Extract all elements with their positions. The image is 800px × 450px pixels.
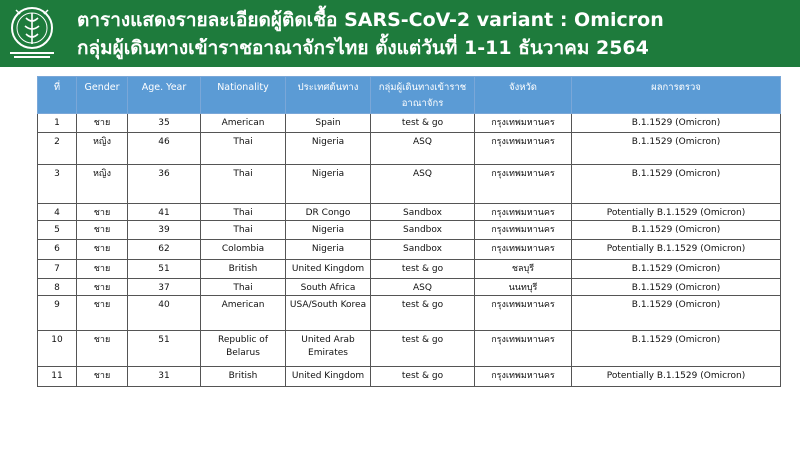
table-cell: ASQ xyxy=(371,165,475,204)
column-header: Age. Year xyxy=(128,77,201,114)
table-cell: B.1.1529 (Omicron) xyxy=(572,221,781,240)
table-cell: 3 xyxy=(38,165,77,204)
table-cell: กรุงเทพมหานคร xyxy=(475,221,572,240)
column-header: Nationality xyxy=(201,77,286,114)
table-cell: 62 xyxy=(128,240,201,260)
table-cell: กรุงเทพมหานคร xyxy=(475,240,572,260)
table-cell: กรุงเทพมหานคร xyxy=(475,114,572,133)
table-cell: Nigeria xyxy=(286,165,371,204)
table-cell: 37 xyxy=(128,279,201,296)
column-header: กลุ่มผู้เดินทางเข้าราชอาณาจักร xyxy=(371,77,475,114)
table-cell: ASQ xyxy=(371,133,475,165)
table-cell: กรุงเทพมหานคร xyxy=(475,367,572,387)
table-cell: ชาย xyxy=(77,240,128,260)
table-cell: 6 xyxy=(38,240,77,260)
table-cell: American xyxy=(201,296,286,331)
table-header-row xyxy=(38,77,781,114)
table-cell: 35 xyxy=(128,114,201,133)
table-cell: Potentially B.1.1529 (Omicron) xyxy=(572,204,781,221)
table-cell: Republic of Belarus xyxy=(201,331,286,367)
table-row xyxy=(38,367,781,387)
table-cell: 39 xyxy=(128,221,201,240)
page-title-line-1: ตารางแสดงรายละเอียดผู้ติดเชื้อ SARS-CoV-2 variant : Omicron xyxy=(77,9,664,31)
table-cell: 40 xyxy=(128,296,201,331)
table-cell: กรุงเทพมหานคร xyxy=(475,331,572,367)
ministry-of-public-health-logo-icon xyxy=(6,4,58,62)
table-row xyxy=(38,260,781,279)
table-row xyxy=(38,221,781,240)
table-cell: ชาย xyxy=(77,204,128,221)
table-cell: กรุงเทพมหานคร xyxy=(475,204,572,221)
table-cell: United Arab Emirates xyxy=(286,331,371,367)
table-cell: United Kingdom xyxy=(286,367,371,387)
table-cell: B.1.1529 (Omicron) xyxy=(572,279,781,296)
table-cell: 46 xyxy=(128,133,201,165)
table-cell: 2 xyxy=(38,133,77,165)
table-cell: British xyxy=(201,260,286,279)
table-cell: นนทบุรี xyxy=(475,279,572,296)
table-cell: B.1.1529 (Omicron) xyxy=(572,165,781,204)
table-cell: 31 xyxy=(128,367,201,387)
table-cell: American xyxy=(201,114,286,133)
table-cell: test & go xyxy=(371,296,475,331)
table-cell: United Kingdom xyxy=(286,260,371,279)
table-row xyxy=(38,133,781,165)
table-cell: South Africa xyxy=(286,279,371,296)
table-cell: Potentially B.1.1529 (Omicron) xyxy=(572,240,781,260)
table-cell: 8 xyxy=(38,279,77,296)
table-cell: Thai xyxy=(201,279,286,296)
table-cell: B.1.1529 (Omicron) xyxy=(572,331,781,367)
table-cell: 11 xyxy=(38,367,77,387)
table-cell: test & go xyxy=(371,331,475,367)
table-cell: 10 xyxy=(38,331,77,367)
table-cell: Thai xyxy=(201,133,286,165)
table-cell: Nigeria xyxy=(286,221,371,240)
column-header: ประเทศต้นทาง xyxy=(286,77,371,114)
table-cell: 36 xyxy=(128,165,201,204)
table-cell: ชาย xyxy=(77,114,128,133)
table-cell: 9 xyxy=(38,296,77,331)
table-cell: กรุงเทพมหานคร xyxy=(475,165,572,204)
table-row xyxy=(38,165,781,204)
column-header: ที่ xyxy=(38,77,77,114)
table-cell: 7 xyxy=(38,260,77,279)
table-cell: Spain xyxy=(286,114,371,133)
table-cell: ชาย xyxy=(77,296,128,331)
table-cell: Thai xyxy=(201,204,286,221)
table-cell: ชาย xyxy=(77,260,128,279)
table-cell: B.1.1529 (Omicron) xyxy=(572,133,781,165)
table-row xyxy=(38,279,781,296)
table-cell: ชาย xyxy=(77,279,128,296)
table-cell: 1 xyxy=(38,114,77,133)
table-cell: 4 xyxy=(38,204,77,221)
omicron-cases-table xyxy=(37,76,781,387)
column-header: Gender xyxy=(77,77,128,114)
table-cell: Nigeria xyxy=(286,240,371,260)
table-cell: กรุงเทพมหานคร xyxy=(475,296,572,331)
table-cell: B.1.1529 (Omicron) xyxy=(572,114,781,133)
table-cell: DR Congo xyxy=(286,204,371,221)
table-cell: ชาย xyxy=(77,367,128,387)
table-cell: Colombia xyxy=(201,240,286,260)
table-cell: B.1.1529 (Omicron) xyxy=(572,296,781,331)
table-row xyxy=(38,240,781,260)
table-cell: B.1.1529 (Omicron) xyxy=(572,260,781,279)
header-banner xyxy=(0,0,800,67)
table-cell: ชาย xyxy=(77,221,128,240)
table-cell: 5 xyxy=(38,221,77,240)
table-cell: กรุงเทพมหานคร xyxy=(475,133,572,165)
page-title-line-2: กลุ่มผู้เดินทางเข้าราชอาณาจักรไทย ตั้งแต่วันที่ 1-11 ธันวาคม 2564 xyxy=(77,37,649,59)
table-row xyxy=(38,331,781,367)
table-row xyxy=(38,296,781,331)
table-cell: Thai xyxy=(201,221,286,240)
table-cell: Sandbox xyxy=(371,240,475,260)
column-header: ผลการตรวจ xyxy=(572,77,781,114)
table-cell: Potentially B.1.1529 (Omicron) xyxy=(572,367,781,387)
table-cell: test & go xyxy=(371,114,475,133)
table-row xyxy=(38,204,781,221)
table-cell: 51 xyxy=(128,260,201,279)
table-cell: test & go xyxy=(371,260,475,279)
table-cell: หญิง xyxy=(77,133,128,165)
table-cell: หญิง xyxy=(77,165,128,204)
table-cell: ASQ xyxy=(371,279,475,296)
table-cell: USA/South Korea xyxy=(286,296,371,331)
table-cell: test & go xyxy=(371,367,475,387)
table-cell: ชาย xyxy=(77,331,128,367)
table-cell: Thai xyxy=(201,165,286,204)
table-cell: 51 xyxy=(128,331,201,367)
table-cell: 41 xyxy=(128,204,201,221)
column-header: จังหวัด xyxy=(475,77,572,114)
table-cell: Sandbox xyxy=(371,221,475,240)
table-cell: ชลบุรี xyxy=(475,260,572,279)
table-cell: British xyxy=(201,367,286,387)
table-cell: Sandbox xyxy=(371,204,475,221)
table-row xyxy=(38,114,781,133)
table-cell: Nigeria xyxy=(286,133,371,165)
